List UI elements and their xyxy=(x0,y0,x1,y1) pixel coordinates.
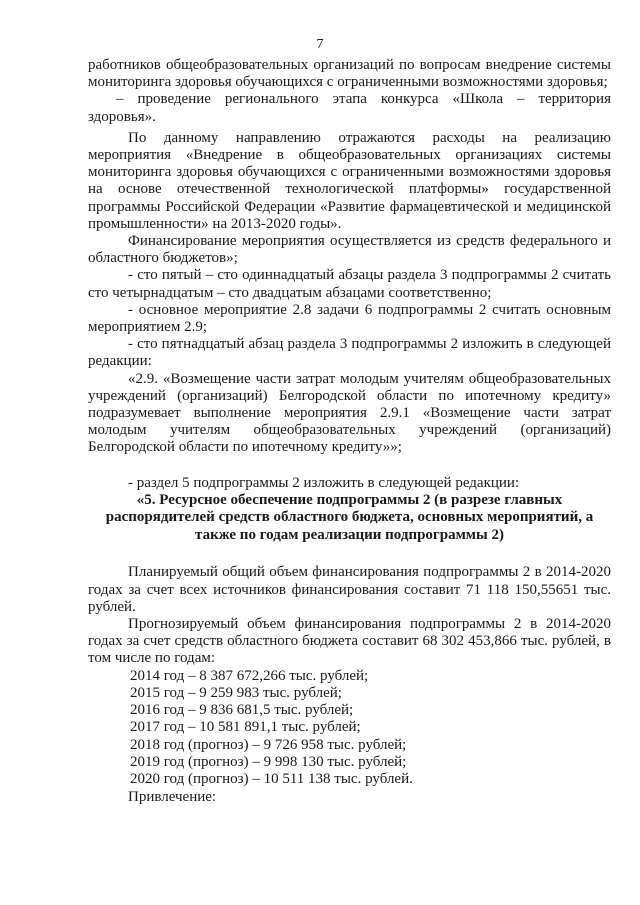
paragraph: Прогнозируемый объем финансирования подпрограммы 2 в 2014-2020 годах за счет средств областного бюджета составит 68 302 453,866 тыс. рублей, в том числе по годам: xyxy=(88,615,611,667)
section-heading: «5. Ресурсное обеспечение подпрограммы 2 (в разрезе главных распорядителей средств областного бюджета, основных мероприятий, а также по годам реализации подпрограммы 2) xyxy=(105,491,594,543)
list-item: 2018 год (прогноз) – 9 726 958 тыс. рублей; xyxy=(130,736,407,753)
list-item: 2017 год – 10 581 891,1 тыс. рублей; xyxy=(130,719,361,736)
list-item: 2019 год (прогноз) – 9 998 130 тыс. рублей; xyxy=(130,754,407,771)
list-item: 2016 год – 9 836 681,5 тыс. рублей; xyxy=(130,702,354,719)
paragraph: - сто пятый – сто одиннадцатый абзацы раздела 3 подпрограммы 2 считать сто четырнадцатым – сто двадцатым абзацами соответственно; xyxy=(88,267,611,301)
paragraph: - раздел 5 подпрограммы 2 изложить в следующей редакции: xyxy=(128,474,520,491)
paragraph: Планируемый общий объем финансирования подпрограммы 2 в 2014-2020 годах за счет всех источников финансирования составит 71 118 150,55651 тыс. рублей. xyxy=(88,564,611,615)
document-body xyxy=(88,57,611,806)
paragraph: - сто пятнадцатый абзац раздела 3 подпрограммы 2 изложить в следующей редакции: xyxy=(88,336,611,370)
list-item: 2014 год – 8 387 672,266 тыс. рублей; xyxy=(130,667,369,684)
list-item: 2015 год – 9 259 983 тыс. рублей; xyxy=(130,684,342,701)
paragraph: Привлечение: xyxy=(128,788,217,805)
paragraph: работников общеобразовательных организаций по вопросам внедрение системы мониторинга здоровья обучающихся с ограниченными возможностями здоровья; xyxy=(88,57,611,91)
funding-by-year-list xyxy=(88,668,611,789)
paragraph: «2.9. «Возмещение части затрат молодым учителям общеобразовательных учреждений (организаций) Белгородской области по ипотечному кредиту» подразумевает выполнение мероприятия 2.9.1 «Возмещение части затрат молодым учителям общеобразовательных учреждений (организаций) Белгородской области по ипотечному кредиту»»; xyxy=(88,370,611,456)
paragraph: По данному направлению отражаются расходы на реализацию мероприятия «Внедрение в общеобразовательных организациях системы мониторинга здоровья обучающихся с ограниченными возможностями здоровья на основе отечественной технологической платформы» государственной программы Российской Федерации «Развитие фармацевтической и медицинской промышленности» на 2013-2020 годы». xyxy=(88,129,611,232)
paragraph: – проведение регионального этапа конкурса «Школа – территория здоровья». xyxy=(88,91,611,125)
list-item: 2020 год (прогноз) – 10 511 138 тыс. рублей. xyxy=(130,771,413,788)
paragraph: Финансирование мероприятия осуществляется из средств федерального и областного бюджетов»; xyxy=(88,233,611,267)
paragraph: - основное мероприятие 2.8 задачи 6 подпрограммы 2 считать основным мероприятием 2.9; xyxy=(88,301,611,336)
page-number: 7 xyxy=(316,37,324,52)
